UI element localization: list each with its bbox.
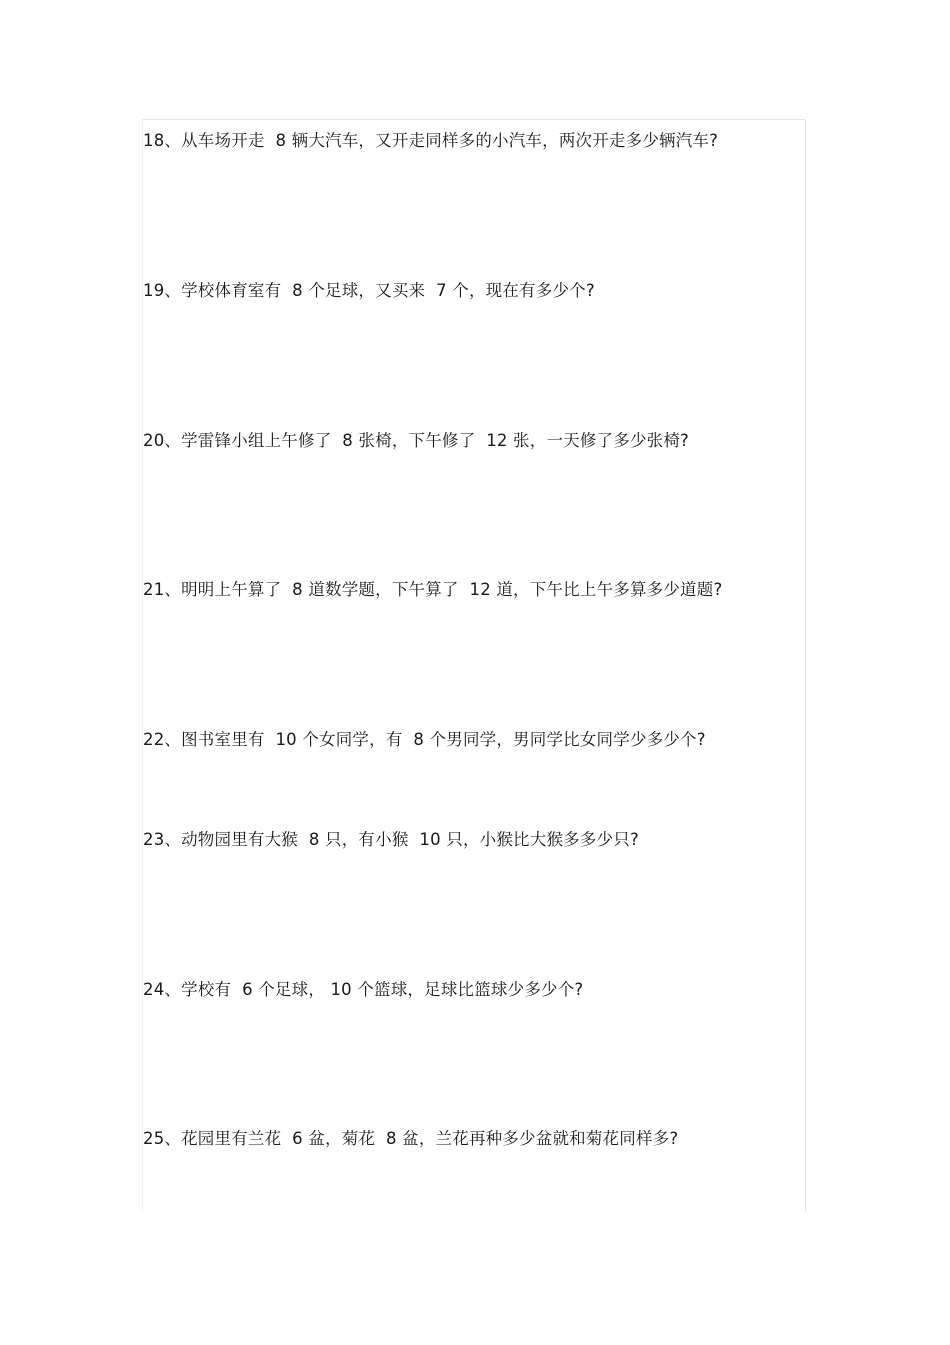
question-20: 20、学雷锋小组上午修了 8 张椅，下午修了 12 张，一天修了多少张椅? <box>143 431 690 450</box>
question-24: 24、学校有 6 个足球， 10 个篮球，足球比篮球少多少个? <box>143 980 584 999</box>
question-23: 23、动物园里有大猴 8 只，有小猴 10 只，小猴比大猴多多少只? <box>143 830 639 849</box>
question-19: 19、学校体育室有 8 个足球，又买来 7 个，现在有多少个? <box>143 281 595 300</box>
question-25: 25、花园里有兰花 6 盆，菊花 8 盆，兰花再种多少盆就和菊花同样多? <box>143 1129 679 1148</box>
question-18: 18、从车场开走 8 辆大汽车，又开走同样多的小汽车，两次开走多少辆汽车? <box>143 131 719 150</box>
question-21: 21、明明上午算了 8 道数学题，下午算了 12 道，下午比上午多算多少道题? <box>143 580 723 599</box>
question-22: 22、图书室里有 10 个女同学，有 8 个男同学，男同学比女同学少多少个? <box>143 730 706 749</box>
